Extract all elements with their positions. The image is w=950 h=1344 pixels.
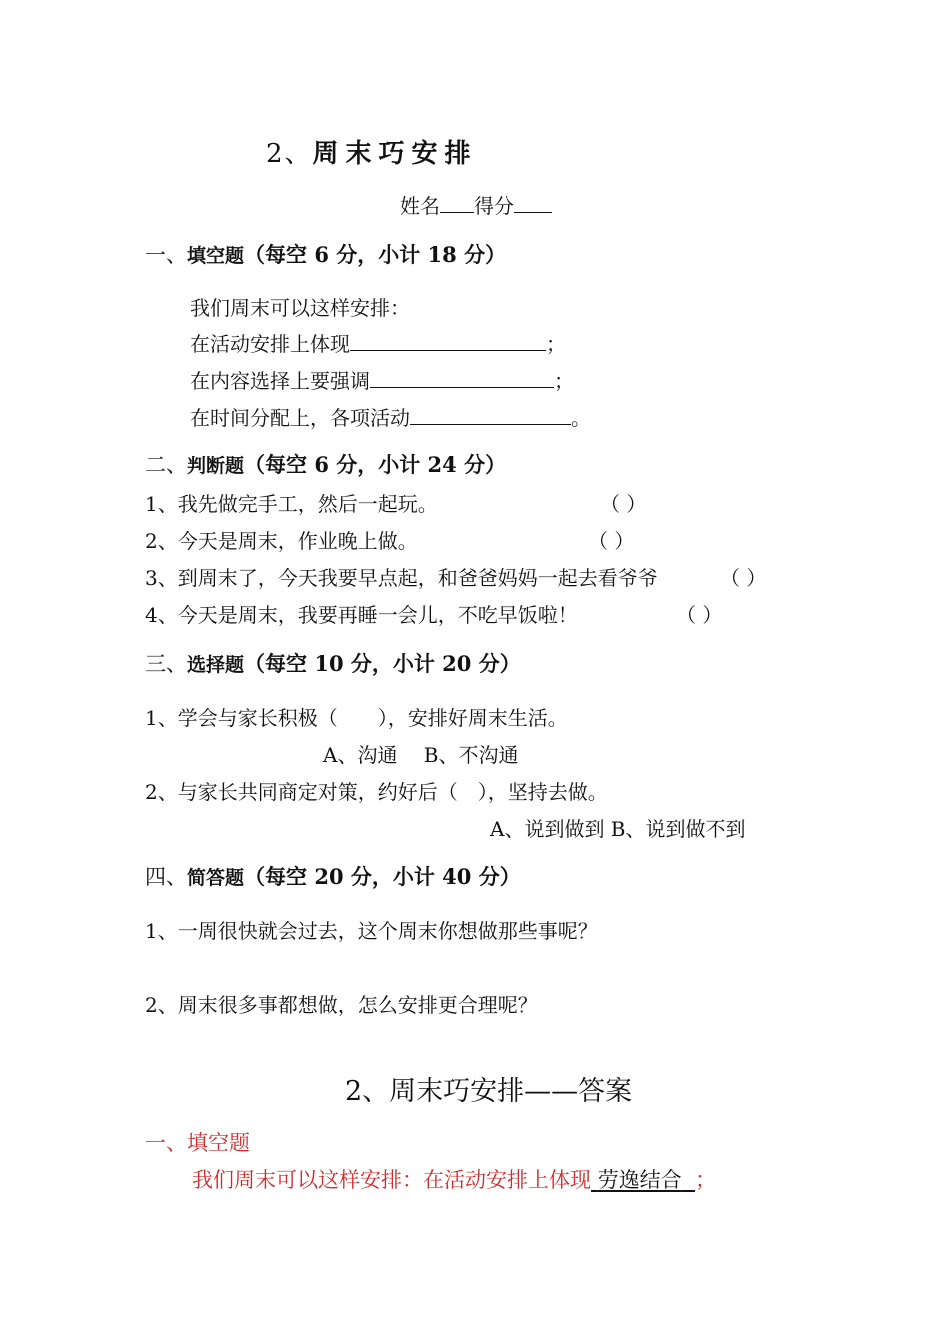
item-text: 在活动安排上体现 xyxy=(190,332,350,356)
section1-header xyxy=(145,239,506,269)
answers-line1-prefix: 我们周末可以这样安排：在活动安排上体现 xyxy=(192,1168,591,1192)
section1-score: （每空 6 分，小计 18 分） xyxy=(244,242,507,267)
item-end: 。 xyxy=(571,406,591,430)
section1-item-2 xyxy=(190,365,574,394)
section1-label: 填空题 xyxy=(187,245,245,267)
section4-label: 简答题 xyxy=(187,867,245,889)
score-blank[interactable] xyxy=(514,192,552,213)
title-text: 周末巧安排 xyxy=(312,139,478,169)
name-blank[interactable] xyxy=(440,192,474,213)
judge-item-4: 4、今天是周末，我要再睡一会儿，不吃早饭啦！ xyxy=(145,603,578,627)
short-answer-q2: 2、周末很多事都想做，怎么安排更合理呢？ xyxy=(145,993,538,1017)
section3-score: （每空 10 分，小计 20 分） xyxy=(244,651,521,676)
judge-paren-3[interactable]: （ ） xyxy=(720,566,767,590)
judge-item-2: 2、今天是周末，作业晚上做。 xyxy=(145,529,418,553)
choice-q1: 1、学会与家长积极（ ），安排好周末生活。 xyxy=(145,706,568,730)
name-label: 姓名 xyxy=(400,194,440,218)
answers-line1-answer xyxy=(591,1168,695,1192)
title-number: 2、 xyxy=(266,139,313,169)
judge-paren-4[interactable]: （ ） xyxy=(676,603,723,627)
section3-prefix: 三、 xyxy=(145,652,187,676)
section2-score: （每空 6 分，小计 24 分） xyxy=(244,452,507,477)
answers-line1-end: ； xyxy=(695,1168,717,1192)
fill-blank-1[interactable] xyxy=(350,330,546,351)
section1-item-3 xyxy=(190,402,591,431)
answers-title: 2、周末巧安排——答案 xyxy=(345,1076,633,1107)
section2-header xyxy=(145,449,506,479)
judge-paren-1[interactable]: （ ） xyxy=(600,492,647,516)
section3-header xyxy=(145,648,521,678)
section1-intro: 我们周末可以这样安排： xyxy=(190,296,410,320)
choice-q2: 2、与家长共同商定对策，约好后（ ），坚持去做。 xyxy=(145,780,608,804)
section4-prefix: 四、 xyxy=(145,865,187,889)
answer-value: 劳逸结合 xyxy=(597,1168,682,1192)
section1-item-1 xyxy=(190,328,566,357)
fill-blank-2[interactable] xyxy=(370,367,554,388)
section2-prefix: 二、 xyxy=(145,453,187,477)
judge-item-3: 3、到周末了，今天我要早点起，和爸爸妈妈一起去看爷爷 xyxy=(145,566,658,590)
choice-q2-options[interactable]: A、说到做到 B、说到做不到 xyxy=(490,817,746,841)
answers-section1-header: 一、填空题 xyxy=(145,1131,250,1155)
score-label: 得分 xyxy=(474,194,514,218)
judge-paren-2[interactable]: （ ） xyxy=(588,529,635,553)
section1-prefix: 一、 xyxy=(145,243,187,267)
choice-q1-options[interactable]: A、沟通 B、不沟通 xyxy=(323,743,519,767)
section4-header xyxy=(145,861,521,891)
short-answer-q1: 1、一周很快就会过去，这个周末你想做那些事呢？ xyxy=(145,919,598,943)
item-text: 在内容选择上要强调 xyxy=(190,369,370,393)
item-end: ； xyxy=(546,332,566,356)
page-title xyxy=(266,133,478,170)
item-end: ； xyxy=(554,369,574,393)
name-score-row xyxy=(400,190,552,219)
item-text: 在时间分配上，各项活动 xyxy=(190,406,410,430)
section3-label: 选择题 xyxy=(187,654,245,676)
answers-line1 xyxy=(192,1164,716,1194)
judge-item-1: 1、我先做完手工，然后一起玩。 xyxy=(145,492,438,516)
fill-blank-3[interactable] xyxy=(410,404,571,425)
section2-label: 判断题 xyxy=(187,455,245,477)
section4-score: （每空 20 分，小计 40 分） xyxy=(244,864,521,889)
